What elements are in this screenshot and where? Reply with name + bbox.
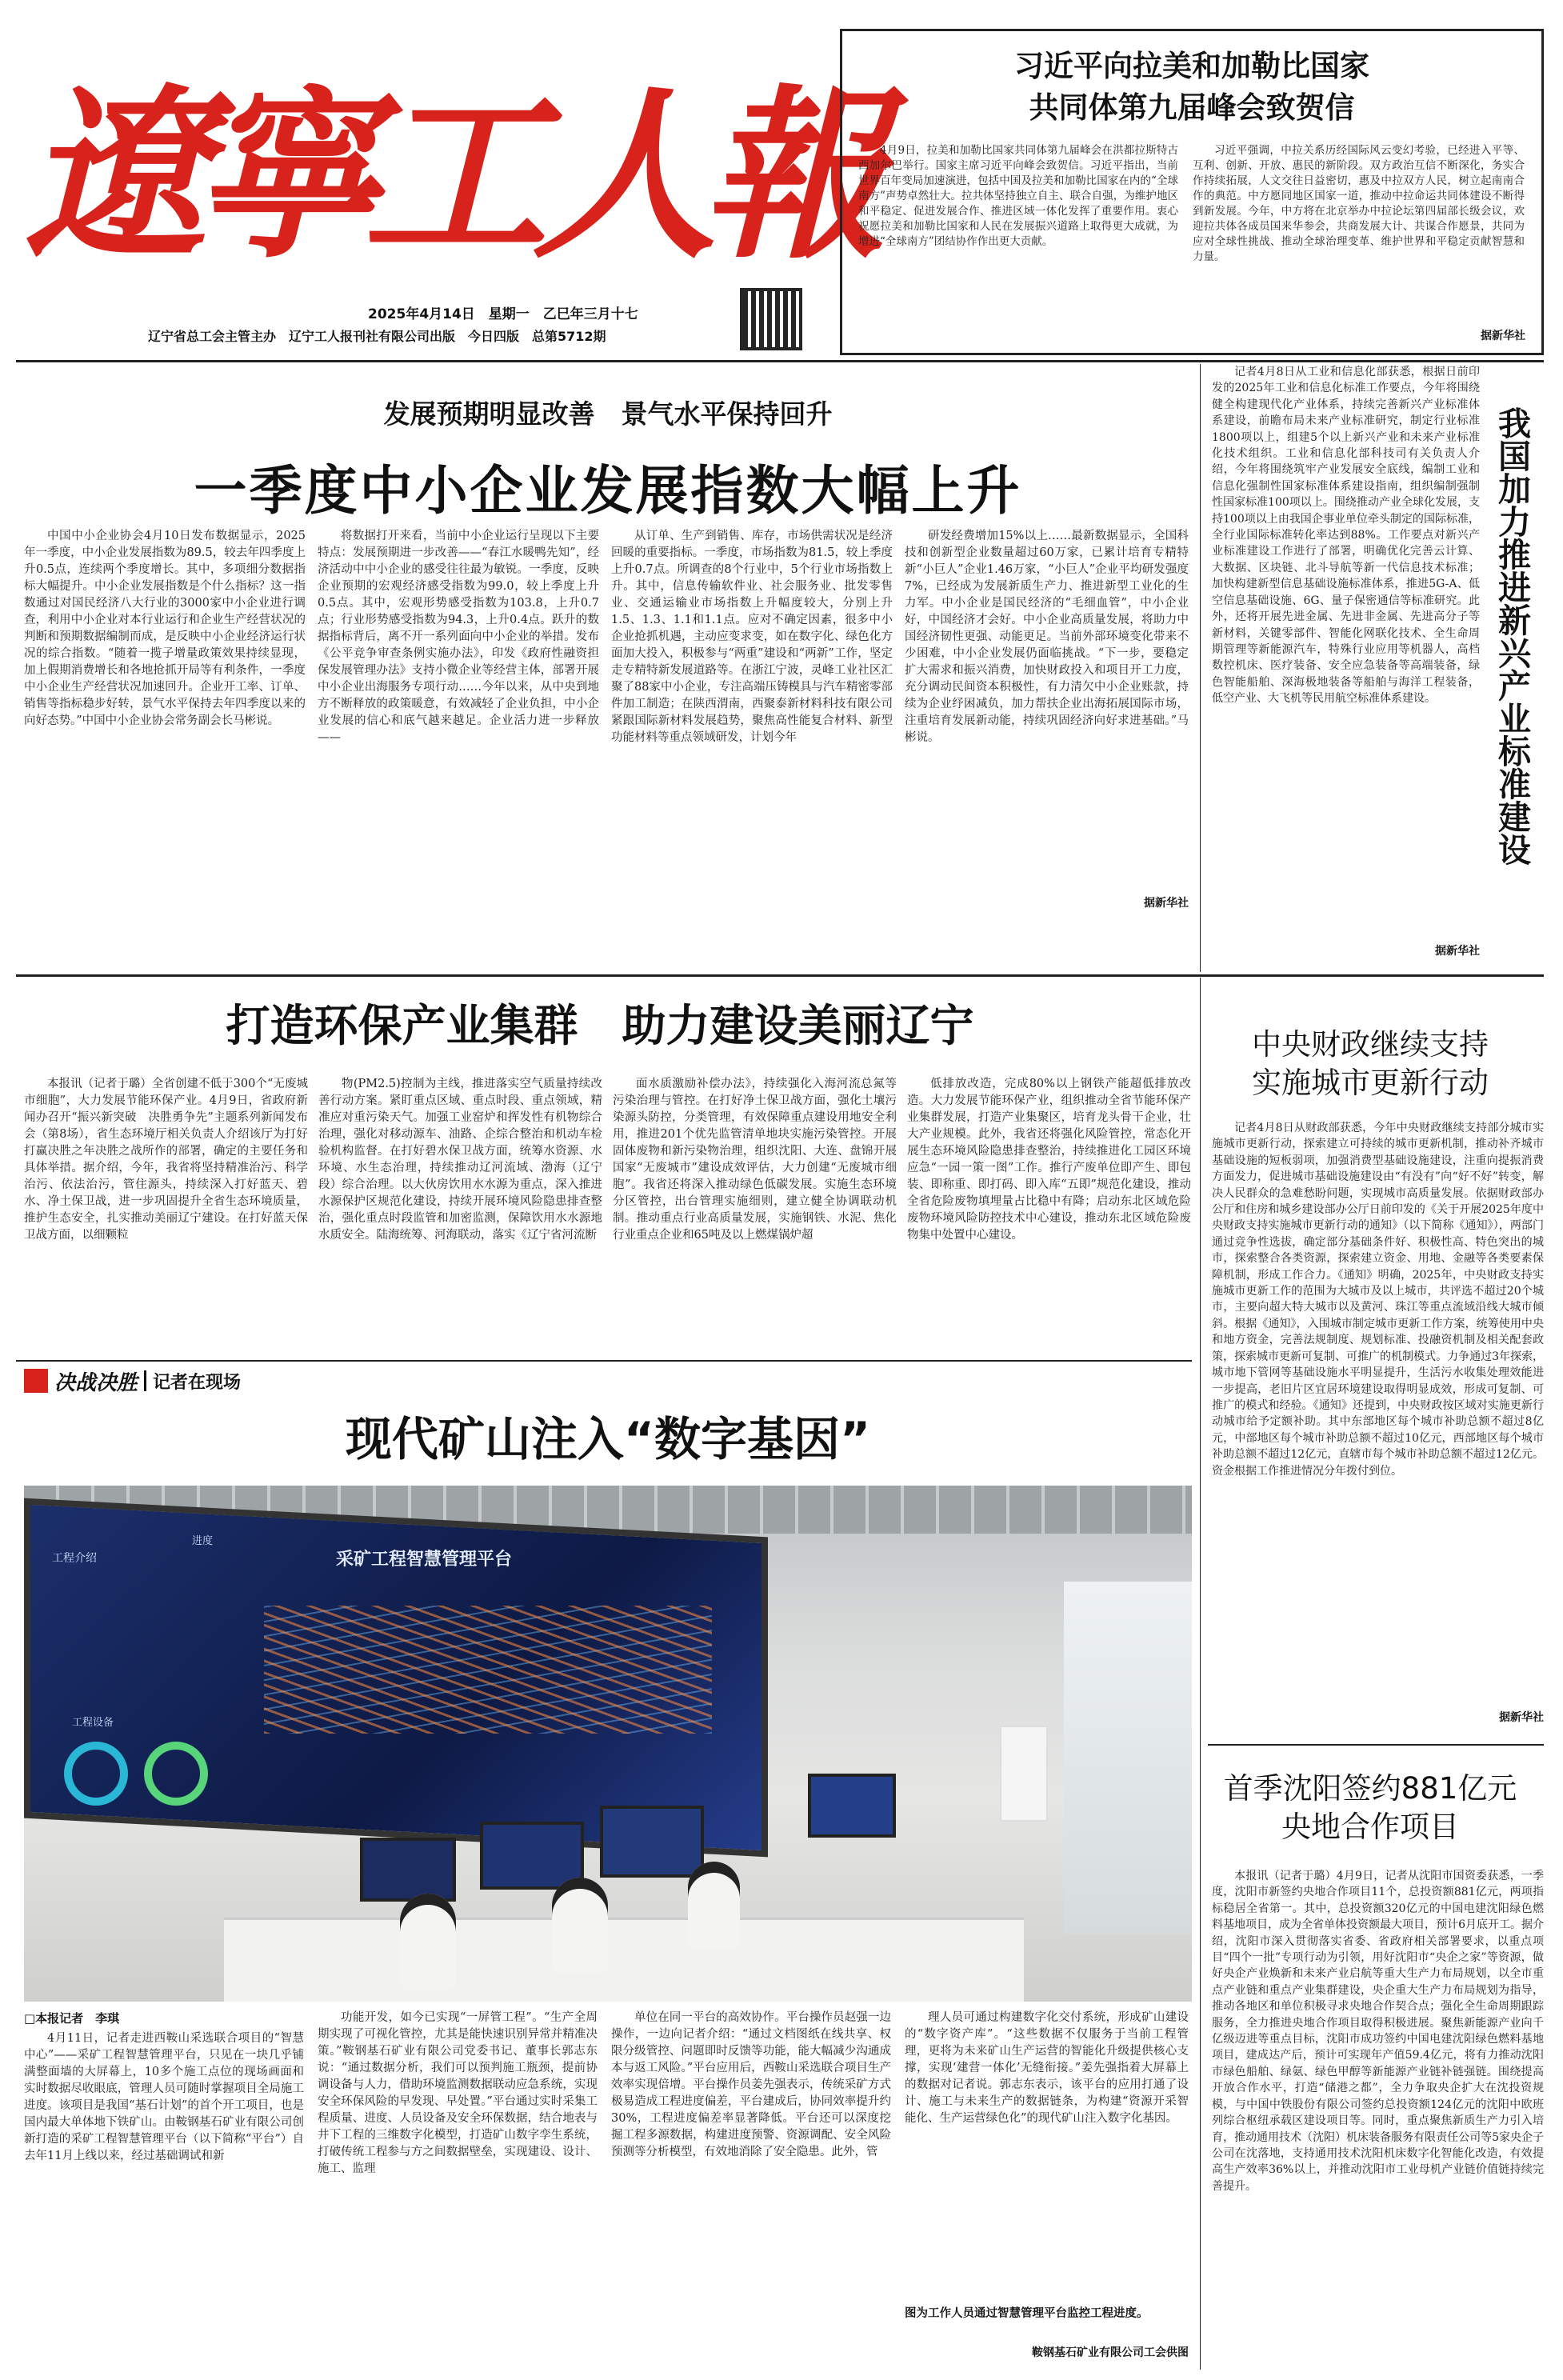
monitor	[808, 1774, 896, 1838]
env-headline: 打造环保产业集群 助力建设美丽辽宁	[226, 1000, 974, 1051]
screen-title: 采矿工程智慧管理平台	[336, 1550, 513, 1570]
mine-col1: 4月11日，记者走进西鞍山采选联合项目的“智慧中心”——采矿工程智慧管理平台，只见在一块几乎铺满整面墙的大屏幕上，10多个施工点位的现场画面和实时数据尽收眼底，管理人员可随时掌握项目全局施工进度。该项目是我国“基石计划”的首个开工项目，也是国内最大单体地下铁矿山。由鞍钢基石矿业有限公司创新打造的采矿工程智慧管理平台（以下简称“平台”）自去年11月上线以来，经过基础调试和新	[24, 2032, 304, 2162]
side2-headline-1: 中央财政继续支持	[1252, 1027, 1489, 1062]
masthead-publisher: 辽宁省总工会主管主办 辽宁工人报刊社有限公司出版 今日四版 总第5712期	[148, 329, 606, 344]
lead-col2: 将数据打开来看，当前中小企业运行呈现以下主要特点：发展预期进一步改善——“春江水暖鸭先知”，经济活动中中小企业的感受往往最为敏锐。一季度，反映企业预期的宏观经济感受指数为99.0，较上季度上升0.5点。其中，宏观形势感受指数为103.8，上升0.7点；行业形势感受指数为94.3，上升0.4点。跃升的数据指标背后，离不开一系列面向中小企业的举措。发布《公平竞争审查条例实施办法》，印发《政府性融资担保发展管理办法》支持小微企业等经营主体，部署开展中小企业出海服务专项行动……今年以来，从中央到地方不断释放的政策暖意，有效减轻了企业负担，中小企业发展的信心和底气越来越足。企业活力进一步释放——	[318, 530, 599, 744]
column-logo-text: 决战决胜	[54, 1370, 138, 1395]
screen-3d-model	[264, 1606, 712, 1734]
side3-headline-2: 央地合作项目	[1281, 1810, 1459, 1844]
monitor	[600, 1806, 704, 1878]
mine-headline: 现代矿山注入“数字基因”	[345, 1412, 871, 1466]
side3-body: 本报讯（记者于璐）4月9日，记者从沈阳市国资委获悉，一季度，沈阳市新签约央地合作项目11个，总投资额881亿元，两项指标稳居全省第一。其中，总投资额320亿元的中国电建沈阳绿色燃料基地项目，成为全省单体投资额最大项目，预计6月底开工。据介绍，沈阳市深入贯彻落实省委、省政府相关部署要求，以重点项目“四个一批”专项行动为引领，用好沈阳市“央企之家”等资源，做好央企产业焕新和未来产业启航等重大生产力布局规划，以全市重点产业链和重点产业集群建设，央企重大生产力布局规划为指导，推动各地区和单位积极寻求央地合作契合点；强化全生命周期跟踪服务，全力推进央地合作项目取得积极进展。聚焦新能源产业向千亿级迈进等重点目标，沈阳市成功签约中国电建沈阳绿色燃料基地项目，建成达产后，预计可实现年产值59.4亿元，将有力推动沈阳市绿色船舶、绿氨、绿色甲醇等新能源产业链补链强链。围绕提高开放合作水平，打造“储港之都”，全力争取央企扩大在沈投资规模，与中国中铁股份有限公司签约总投资额124亿元的沈阳中欧班列综合枢纽承载区建设项目等。同时，重点聚焦新质生产力引入培育，推动通用技术（沈阳）机床装备服务有限责任公司等5家央企子公司在沈落地，支持通用技术沈阳机床数字化智能化改造，有效提高生产效率36%以上，并推动沈阳市工业母机产业链价值链持续完善提升。	[1212, 1870, 1544, 2193]
monitor	[360, 1838, 456, 1902]
lead-kicker: 发展预期明显改善 景气水平保持回升	[383, 398, 833, 430]
top-story-headline-2: 共同体第九届峰会致贺信	[1029, 90, 1355, 125]
mine-caption: 图为工作人员通过智慧管理平台监控工程进度。	[905, 2307, 1149, 2320]
side1-headline: 我国加力推进新兴产业标准建设	[1493, 406, 1531, 866]
mine-photo	[24, 1486, 1192, 2002]
env-col2: 物(PM2.5)控制为主线，推进落实空气质量持续改善行动方案。紧盯重点区域、重点时段、重点领域，精准应对重污染天气。加强工业窑炉和挥发性有机物综合治理，强化对移动源车、油路、企综合整治和机动车检验机构监督。在打好碧水保卫战方面，统筹水资源、水环境、水生态治理，持续推动辽河流域、渤海（辽宁段）综合治理。以大伙房饮用水水源为重点，深入推进水源保护区规范化建设，持续开展环境风险隐患排查整治，强化重点时段监管和加密监测，保障饮用水水源地水质安全。陆海统筹、河海联动，落实《辽宁省河流断	[318, 1078, 602, 1242]
mine-col4: 理人员可通过构建数字化交付系统，形成矿山建设的“数字资产库”。“这些数据不仅服务于当前工程管理，更将为未来矿山生产运营的智能化升级提供核心支撑，实现‘建营一体化’无缝衔接。”姜先强指着大屏幕上的数据对记者说。郭志东表示，该平台的应用打通了设计、施工与未来生产的数据链条，为构建“资源开采智能化、生产运营绿色化”的现代矿山注入数字化基因。	[905, 2011, 1189, 2125]
screen-subpanel: 工程设备	[72, 1717, 114, 1729]
top-story-col1: 4月9日，拉美和加勒比国家共同体第九届峰会在洪都拉斯特古西加尔巴举行。国家主席习近平向峰会致贺信。习近平指出，当前世界百年变局加速演进，包括中国及拉美和加勒比国家在内的“全球南方”声势卓然壮大。拉共体坚持独立自主、联合自强，为维护地区和平稳定、促进发展合作、推进区域一体化发挥了重要作用。衷心祝愿拉美和加勒比国家和人民在发展振兴道路上取得更大成就，为增进“全球南方”团结协作作出更大贡献。	[858, 144, 1178, 248]
divider	[16, 974, 1544, 977]
side2-headline-2: 实施城市更新行动	[1252, 1066, 1489, 1100]
env-col1: 本报讯（记者于璐）全省创建不低于300个“无废城市细胞”，大力发展节能环保产业。4月9日，省政府新闻办召开“振兴新突破 决胜勇争先”主题系列新闻发布会（第8场），省生态环境厅相关负责人介绍该厅为打好打赢决胜之年决胜之战所作的部署，确定的主要任务和具体举措。据介绍，今年，我省将坚持精准治污、科学治污、依法治污，管住源头，持续深入打好蓝天、碧水、净土保卫战，进一步巩固提升全省生态环境质量，推护生态安全，扎实推动美丽辽宁建设。在打好蓝天保卫战方面，以细颗粒	[24, 1078, 308, 1242]
person	[552, 1878, 608, 1974]
top-story-headline-1: 习近平向拉美和加勒比国家	[1014, 49, 1369, 83]
divider	[1208, 1744, 1544, 1746]
screen-left-panel: 工程介绍	[52, 1552, 97, 1565]
masthead-logo	[16, 24, 872, 296]
desk	[224, 1918, 1024, 2002]
side1-body: 记者4月8日从工业和信息化部获悉，根据日前印发的2025年工业和信息化标准工作要点，今年将围绕健全构建现代化产业体系，持续完善新兴产业标准体系建设，前瞻布局未来产业标准研究，制定行业标准1800项以上，组建5个以上新兴产业和未来产业标准化技术组织。工业和信息化部科技司有关负责人介绍，今年将围绕筑牢产业发展安全底线，编制工业和信息化强制性国家标准体系建设指南，组织编制强制性国家标准100项以上。围绕推动产业全球化发展，支持100项以上由我国企事业单位牵头制定的国际标准，全行业国际标准转化率达到88%。工作要点对新兴产业标准建设工作进行了部署，明确优化完善云计算、大数据、区块链、北斗导航等新一代信息技术标准；加快构建新型信息基础设施标准体系，推进5G-A、低空信息基础设施、6G、量子保密通信等标准研究。此外，还将开展先进金属、先进非金属、先进高分子等新材料，关键零部件、智能化网联化技术、全生命周期管理等新能源汽车，特殊行业应用等机器人，高档数控机床、医疗装备、安全应急装备等高端装备，绿色智能船舶、深海极地装备等船舶与海洋工程装备，低空产业、大飞机等民用航空标准体系建设。	[1212, 366, 1480, 706]
screen-right-panel: 进度	[192, 1535, 214, 1547]
person	[400, 1894, 456, 1990]
top-story-box	[840, 29, 1544, 355]
lead-headline: 一季度中小企业发展指数大幅上升	[194, 460, 1022, 522]
top-story-col2: 习近平强调，中拉关系历经国际风云变幻考验，已经进入平等、互利、创新、开放、惠民的新阶段。双方政治互信不断深化，务实合作持续拓展，人文交往日益密切，惠及中拉双方人民，树立起南南合作的典范。中方愿同地区国家一道，推动中拉命运共同体建设不断得到新发展。今年，中方将在北京举办中拉论坛第四届部长级会议，欢迎拉共体各成员国来华参会，共商发展大计、共谋合作愿景，共同为应对全球性挑战、推动全球治理变革、维护世界和平稳定贡献智慧和力量。	[1193, 144, 1525, 263]
masthead-date: 2025年4月14日 星期一 乙巳年三月十七	[368, 306, 638, 322]
column-logo-sep	[144, 1370, 146, 1391]
mine-photo-credit: 鞍钢基石矿业有限公司工会供图	[1032, 2346, 1189, 2359]
person	[688, 1862, 740, 1950]
side1-credit: 据新华社	[1435, 945, 1480, 958]
lead-credit: 据新华社	[1144, 897, 1189, 910]
side2-credit: 据新华社	[1499, 1711, 1544, 1724]
divider	[1200, 978, 1201, 2370]
mine-col3: 单位在同一平台的高效协作。平台操作员赵强一边操作，一边向记者介绍：“通过文档图纸在线共享、权限分级管控、问题即时反馈等功能，能大幅减少沟通成本与返工风险。”平台应用后，西鞍山采选联合项目生产效率实现倍增。平台操作员姜先强表示，传统采矿方式极易造成工程进度偏差，平台建成后，协同效率提升约30%，工程进度偏差率显著降低。平台还可以深度挖掘工程多源数据，构建进度预警、资源调配、安全风险预测等分析模型，有效地消除了安全隐患。此外，管	[611, 2011, 891, 2158]
chart-icon	[144, 1742, 208, 1806]
lead-col4: 研发经费增加15%以上……最新数据显示，全国科技和创新型企业数量超过60万家，已累计培育专精特新“小巨人”企业1.46万家，“小巨人”企业平均研发强度7%，已经成为发展新质生产力、推进新型工业化的生力军。中小企业是国民经济的“毛细血管”，中小企业好，中国经济才会好。中小企业高质量发展，将助力中国经济韧性更强、动能更足。当前外部环境变化带来不少困难，中小企业发展仍面临挑战。“下一步，要稳定扩大需求和振兴消费，加快财政投入和项目开工力度，充分调动民间资本积极性，有力清欠中小企业账款，持续为企业纾困减负，加力帮扶企业出海拓展国际市场，注重培育发展新动能，持续巩固经济向好求进基础。”马彬说。	[905, 530, 1189, 744]
masthead-title: 遼寧工人報	[24, 68, 872, 284]
cabinet	[1000, 1726, 1048, 1822]
lead-col3: 从订单、生产到销售、库存，市场供需状况是经济回暖的重要指标。一季度，市场指数为81.5，较上季度上升0.7点。所调查的8个行业中，5个行业市场指数上升。其中，信息传输软件业、社会服务业、批发零售业、交通运输业市场指数上升幅度较大，分别上升1.5、1.3、1.1和1.1点。应对不确定因素，很多中小企业抢抓机遇，主动应变求变，如在数字化、绿色化方面加大投入，积极参与“两重”建设和“两新”工作，坚定走专精特新发展道路等。在浙江宁波，灵峰工业社区汇聚了88家中小企业，专注高端压铸模具与汽车精密零部件加工制造；在陕西渭南，西聚泰新材料科技有限公司紧跟国际新材料发展趋势，聚焦高性能复合材料、新型功能材料等重点领域研发，计划今年	[611, 530, 893, 744]
env-col4: 低排放改造，完成80%以上钢铁产能超低排放改造。大力发展节能环保产业，组织推动全省节能环保产业集群发展，打造产业集聚区，培育龙头骨干企业，壮大产业规模。此外，我省还将强化风险管控，常态化开展生态环境风险隐患排查整治，持续推进化工园区环境应急“一园一策一图”工作。推行产废单位即产生、即包装、即称重、即打码、即入库“五即”规范化建设，推动全省危险废物填埋量占比稳中有降；启动东北区域危险废物环境风险防控技术中心建设，推动东北区域危险废物集中处置中心建设。	[907, 1078, 1191, 1242]
chart-icon	[64, 1742, 128, 1806]
divider	[1200, 364, 1201, 972]
mine-byline: □本报记者 李琪	[24, 2011, 120, 2026]
top-story-credit: 据新华社	[1481, 330, 1525, 342]
lead-col1: 中国中小企业协会4月10日发布数据显示，2025年一季度，中小企业发展指数为89.5，较去年四季度上升0.5点，连续两个季度增长。其中，多项细分数据指标大幅提升。中小企业发展指数是个什么指标？这一指数通过对国民经济八大行业的3000家中小企业进行调查，利用中小企业对本行业运行和企业生产经营状况的判断和预期数据编制而成，是反映中小企业经济运行状况的综合指数。“随着一揽子增量政策效果持续显现，加上假期消费增长和各地抢抓开局等有利条件，一季度中小企业生产经营状况加速回升。企业开工率、订单、销售等指标稳步好转，景气水平保持去年四季度以来的向好态势。”中国中小企业协会常务副会长马彬说。	[24, 530, 306, 727]
env-col3: 面水质激励补偿办法》，持续强化入海河流总氮等污染治理与管控。在打好净土保卫战方面，强化土壤污染源头防控，分类管理，有效保障重点建设用地安全利用，推进201个优先监管清单地块实施污染管控。开展固体废物和新污染物治理，组织沈阳、大连、盘锦开展国家“无废城市”建设成效评估，大力创建“无废城市细胞”。我省还将深入推动绿色低碳发展。实施生态环境分区管控，出台管理实施细则，建立健全协调联动机制。推动重点行业高质量发展，实施钢铁、水泥、焦化行业重点企业和65吨及以上燃煤锅炉超	[613, 1078, 897, 1242]
window	[1064, 1582, 1192, 1934]
mine-col2: 功能开发，如今已实现“一屏管工程”。“生产全周期实现了可视化管控，尤其是能快速识别异常并精准决策。”鞍钢基石矿业有限公司党委书记、董事长郭志东说：“通过数据分析，我们可以预判施工瓶颈，提前协调设备与人力，借助环境监测数据联动应急系统，实现安全环保风险的早发现、早处置。”平台通过实时采集工程质量、进度、人员设备及安全环保数据，结合地表与井下工程的三维数字化模型，打造矿山数字孪生系统，打破传统工程参与方之间数据壁垒，实现建设、设计、施工、监理	[318, 2011, 598, 2175]
qr-code	[740, 288, 802, 350]
column-logo	[24, 1366, 241, 1395]
side2-body: 记者4月8日从财政部获悉，今年中央财政继续支持部分城市实施城市更新行动，探索建立可持续的城市更新机制，推动补齐城市基础设施的短板弱项，加强消费型基础设施建设，注重向提振消费方面发力，促进城市基础设施建设由“有没有”向“好不好”转变，解决人民群众的急难愁盼问题，实现城市高质量发展。依据财政部办公厅和住房和城乡建设部办公厅日前印发的《关于开展2025年度中央财政支持实施城市更新行动的通知》（以下简称《通知》），两部门通过竞争性选拔，确定部分基础条件好、积极性高、特色突出的城市，探索整合各类资源，探索建立资金、用地、金融等各类要素保障机制，形成工作合力。《通知》明确，2025年，中央财政支持实施城市更新工作的范围为大城市及以上城市，共评选不超过20个城市，主要向超大特大城市以及黄河、珠江等重点流域沿线大城市倾斜。根据《通知》，入围城市制定城市更新工作方案，统筹使用中央和地方资金，完善法规制度、规划标准、投融资机制及相关配套政策，探索城市更新可复制、可推广的机制模式。力争通过3年探索，城市地下管网等基础设施水平明显提升，生活污水收集处理效能进一步提高，老旧片区宜居环境建设取得明显成效，形成可复制、可推广的模式和经验。《通知》还提到，中央财政按区域对实施更新行动城市给予定额补助。其中东部地区每个城市补助总额不超过8亿元，中部地区每个城市补助总额不超过10亿元，西部地区每个城市补助总额不超过12亿元，直辖市每个城市补助总额不超过12亿元。资金根据工作推进情况分年拨付到位。	[1212, 1122, 1544, 1478]
column-logo-icon	[24, 1369, 48, 1393]
column-tag: 记者在现场	[153, 1372, 242, 1393]
masthead	[16, 16, 872, 352]
divider	[16, 360, 1544, 362]
divider	[16, 1360, 1192, 1362]
side3-headline-1: 首季沈阳签约881亿元	[1223, 1771, 1517, 1806]
